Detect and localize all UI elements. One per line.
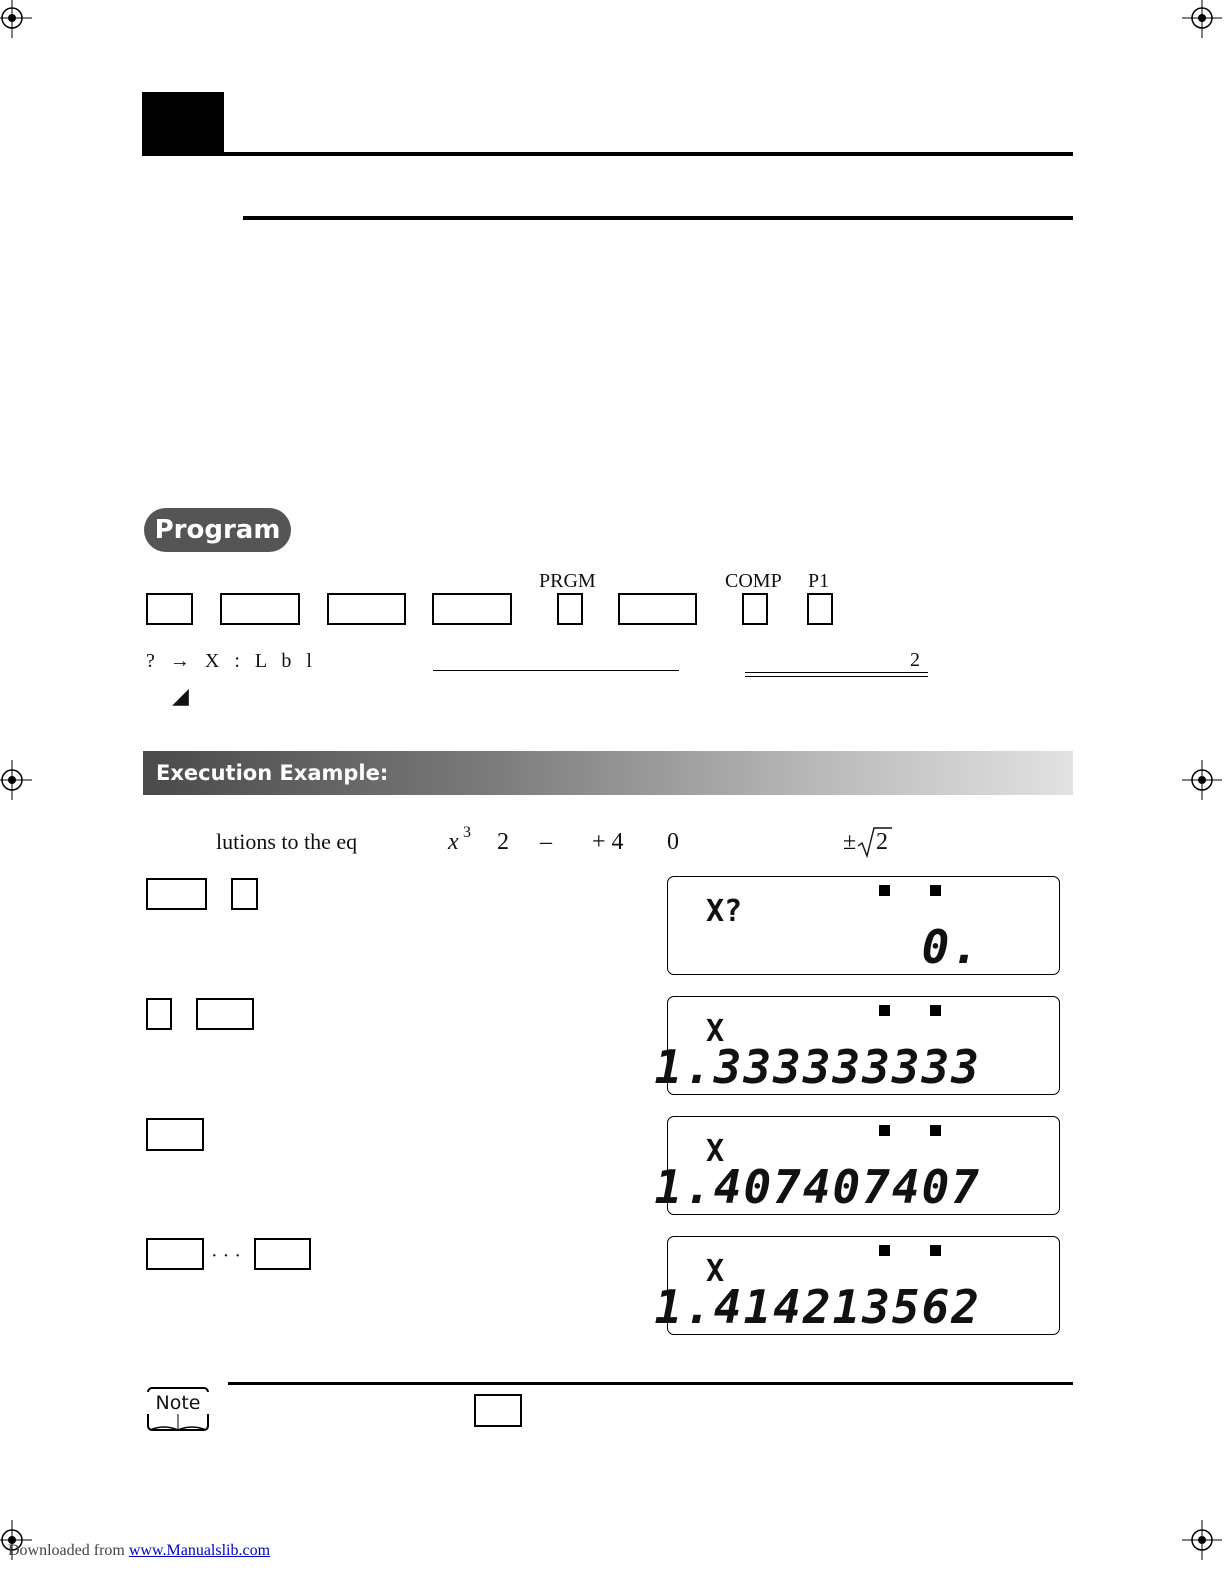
lcd-prompt: X? [706,894,743,929]
registration-mark-icon [1182,0,1222,38]
registration-mark-icon [0,760,32,800]
lcd-value: 1.333333333 [654,1040,981,1094]
program-double-underline-bottom [745,676,928,677]
calculator-key [146,998,172,1030]
program-badge: Program [144,508,291,552]
key-label-p1: P1 [808,570,830,592]
footer-link[interactable]: www.Manualslib.com [128,1542,271,1559]
calculator-key [220,593,300,625]
calculator-key [231,878,258,910]
calculator-key [807,593,833,625]
equation-x: x [448,829,459,855]
calculator-key [146,1118,204,1151]
calculator-key [618,593,697,625]
key-label-prgm: PRGM [539,570,596,592]
lcd-value: 0. [921,920,981,974]
lcd-display [667,876,1060,975]
header-rule [142,152,1073,156]
calculator-key [474,1394,522,1427]
lcd-indicator [879,1245,890,1256]
section-rule [243,216,1073,220]
footer-prefix: Downloaded from [8,1542,129,1559]
registration-mark-icon [1182,1520,1222,1560]
calculator-key [146,593,193,625]
result-root-value: 2 [876,829,888,855]
equation-term2: 2 [497,829,509,855]
steps-separator: · · · [211,1245,241,1267]
lcd-indicator [879,1125,890,1136]
footer [8,1542,270,1560]
note-rule [228,1382,1073,1385]
lcd-indicator [930,1005,941,1016]
lcd-display [654,1116,1060,1215]
lcd-prompt: X [706,1254,725,1289]
lcd-indicator [930,885,941,896]
lcd-indicator [879,885,890,896]
equation-exponent: 3 [463,824,471,841]
equation-zero: 0 [667,829,679,855]
registration-mark-icon [0,0,32,38]
program-trailing-digit: 2 [910,649,920,671]
lcd-indicator [879,1005,890,1016]
calculator-key [742,593,768,625]
calculator-key [146,1238,204,1270]
lcd-value: 1.414213562 [654,1280,981,1334]
display-triangle-icon: ◢ [172,683,189,708]
calculator-key [254,1238,311,1270]
registration-mark-icon [1182,760,1222,800]
result-sign: ± [843,829,857,855]
calculator-key [557,593,583,625]
calculator-key [196,998,254,1030]
note-label: Note [146,1392,210,1414]
lcd-display [654,996,1060,1095]
calculator-key [432,593,512,625]
calculator-key [327,593,406,625]
lcd-prompt: X [706,1134,725,1169]
program-underline [433,670,679,671]
execution-example-header: Execution Example: [143,751,1073,795]
equation-term3: + 4 [592,829,624,855]
program-double-underline-top [745,672,928,673]
intro-text: lutions to the eq [216,829,358,854]
equation-minus: – [540,829,552,855]
note-icon [146,1386,210,1434]
lcd-display [654,1236,1060,1335]
lcd-indicator [930,1245,941,1256]
calculator-key [146,878,207,910]
program-line: ? → X : L b l [146,650,317,672]
lcd-indicator [930,1125,941,1136]
key-label-comp: COMP [725,570,782,592]
lcd-value: 1.407407407 [654,1160,981,1214]
lcd-prompt: X [706,1014,725,1049]
chapter-tab [142,92,224,156]
